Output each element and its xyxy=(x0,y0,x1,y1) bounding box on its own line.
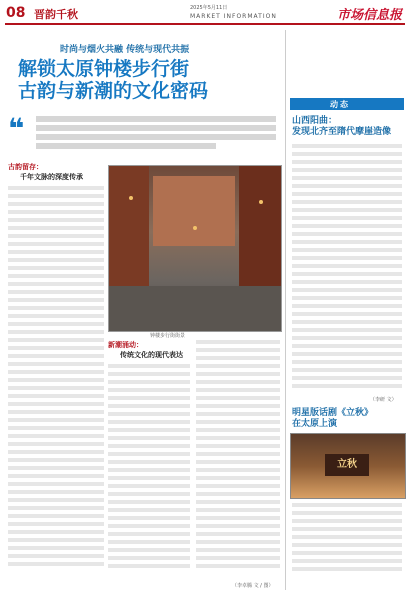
column1-body xyxy=(8,186,104,570)
lead-text-line xyxy=(36,125,276,131)
column2-body xyxy=(108,364,190,572)
section2-label: 新潮涌动： xyxy=(108,341,143,349)
sidebar-story2-title-line2: 在太原上演 xyxy=(292,419,338,429)
sidebar-story2-title xyxy=(292,408,373,430)
section-name: 晋韵千秋 xyxy=(34,8,78,21)
lead-text-line xyxy=(36,134,276,140)
section1-title: 千年文脉的深度传承 xyxy=(20,173,83,181)
sidebar-story1-title xyxy=(292,116,391,138)
lead-text-line xyxy=(36,143,216,149)
sidebar-banner xyxy=(290,98,404,110)
sidebar-story2-photo xyxy=(290,433,406,499)
article-kicker: 时尚与烟火共融 传统与现代共振 xyxy=(60,45,190,55)
article-author: （李卓腾 文 / 图） xyxy=(232,583,274,589)
quote-mark-icon: ❝ xyxy=(8,112,25,145)
street-photo xyxy=(108,165,282,332)
column3-body xyxy=(196,340,280,572)
sidebar-story2-body xyxy=(292,503,402,575)
sidebar-story1-title-line2: 发现北齐至隋代摩崖造像 xyxy=(292,127,392,137)
header-rule xyxy=(5,23,405,25)
sidebar-story1-author: （李研 文） xyxy=(370,397,397,403)
sidebar-story2-title-line1: 明星版话剧《立秋》 xyxy=(292,408,374,418)
newspaper-logo: 市场信息报 xyxy=(336,8,402,23)
sidebar-story1-title-line1: 山西阳曲： xyxy=(292,116,338,126)
issue-date: 2025年5月11日 xyxy=(190,5,228,11)
masthead-english: MARKET INFORMATION xyxy=(190,13,277,20)
column-divider xyxy=(285,30,286,590)
section1-label: 古韵留存： xyxy=(8,163,43,171)
sidebar-banner-label: 动态 xyxy=(330,100,350,109)
section2-title: 传统文化的现代表达 xyxy=(120,351,183,359)
sidebar-story1-body xyxy=(292,144,402,392)
page-number: 08 xyxy=(6,5,26,21)
photo-caption: 钟楼步行街街景 xyxy=(150,333,186,339)
article-title xyxy=(18,58,208,102)
stage-sign: 立秋 xyxy=(325,454,369,476)
lead-text-line xyxy=(36,116,276,122)
article-title-line2: 古韵与新潮的文化密码 xyxy=(18,80,209,102)
article-lead xyxy=(8,112,278,154)
article-title-line1: 解锁太原钟楼步行街 xyxy=(18,58,190,80)
